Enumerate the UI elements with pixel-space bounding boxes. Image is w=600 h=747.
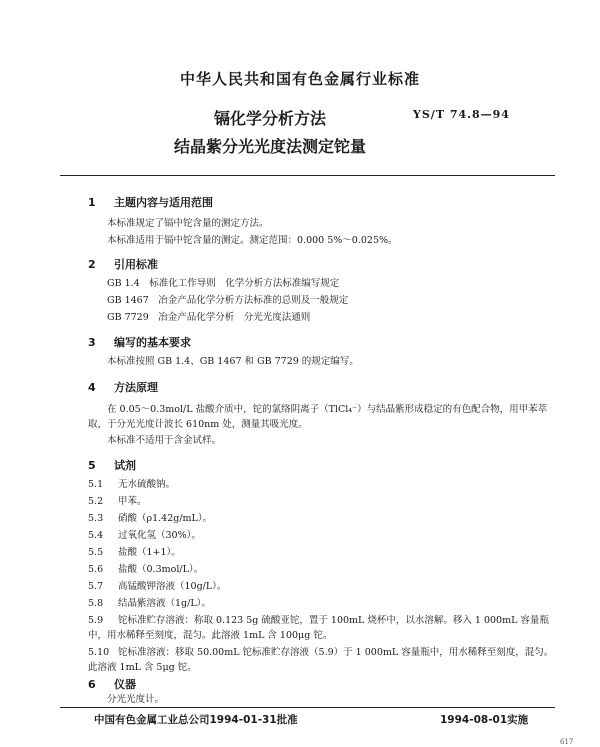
- item-text: 铊标准溶液：移取 50.00mL 铊标准贮存溶液（5.9）于 1 000mL 容量瓶中，用水稀释至刻度，混匀。此溶液 1mL 含 5μg 铊。: [88, 647, 554, 673]
- item-number: 5.4: [88, 530, 104, 541]
- reference-item: GB 1.4 标准化工作导则 化学分析方法标准编写规定: [107, 278, 340, 289]
- section-title: 仪器: [114, 678, 136, 691]
- item-number: 5.2: [88, 496, 104, 507]
- section-6-heading: [88, 676, 136, 692]
- section-3-heading: [88, 334, 191, 350]
- effective-date: 1994-08-01实施: [440, 714, 529, 726]
- reagent-item: [88, 562, 203, 577]
- item-text: 过氧化氢（30%）。: [118, 530, 201, 541]
- section-4-heading: [88, 379, 158, 395]
- section-title: 编写的基本要求: [114, 336, 191, 349]
- document-title: 镉化学分析方法: [213, 109, 326, 128]
- section-number: 5: [88, 459, 96, 472]
- footer-divider: [60, 707, 555, 708]
- standard-number: YS/T 74.8—94: [413, 108, 510, 121]
- item-text: 硝酸（ρ1.42g/mL）。: [118, 513, 213, 524]
- approval-line: 中国有色金属工业总公司1994-01-31批准: [94, 714, 298, 726]
- reference-item: GB 1467 冶金产品化学分析方法标准的总则及一般规定: [107, 295, 349, 306]
- item-number: 5.7: [88, 581, 104, 592]
- item-text: 结晶紫溶液（1g/L）。: [118, 598, 211, 609]
- item-number: 5.8: [88, 598, 104, 609]
- section-title: 方法原理: [114, 381, 158, 394]
- item-number: 5.6: [88, 564, 104, 575]
- paragraph: 在 0.05～0.3mol/L 盐酸介质中，铊的氯络阴离子（TlCl₄⁻）与结晶紫形成稳定的有色配合物，用甲苯萃取，于分光光度计波长 610nm 处，测量其吸光度。: [88, 404, 548, 430]
- section-number: 2: [88, 258, 96, 271]
- paragraph: 本标准适用于镉中铊含量的测定。测定范围：0.000 5%～0.025%。: [107, 235, 398, 246]
- item-number: 5.3: [88, 513, 104, 524]
- section-number: 1: [88, 196, 96, 209]
- item-text: 铊标准贮存溶液：称取 0.123 5g 硫酸亚铊，置于 100mL 烧杯中，以水溶解。移入 1 000mL 容量瓶中，用水稀释至刻度，混匀。此溶液 1mL 含 100μg 铊。: [88, 615, 549, 641]
- item-text: 高锰酸钾溶液（10g/L）。: [118, 581, 227, 592]
- section-2-heading: [88, 256, 158, 272]
- section-title: 引用标准: [114, 258, 158, 271]
- page-number: 617: [560, 738, 574, 746]
- item-text: 无水硫酸钠。: [118, 479, 176, 490]
- item-text: 盐酸（0.3mol/L）。: [118, 564, 204, 575]
- reagent-item: [88, 645, 555, 675]
- reagent-item: [88, 511, 212, 526]
- reagent-item: [88, 596, 211, 611]
- section-title: 试剂: [114, 459, 136, 472]
- section-number: 3: [88, 336, 96, 349]
- paragraph: 分光光度计。: [107, 694, 165, 705]
- reference-item: GB 7729 冶金产品化学分析 分光光度法通则: [107, 312, 311, 323]
- issuing-organization: 中华人民共和国有色金属行业标准: [179, 70, 420, 88]
- item-text: 甲苯。: [118, 496, 147, 507]
- reagent-item: [88, 545, 181, 560]
- section-title: 主题内容与适用范围: [114, 196, 213, 209]
- reagent-item: [88, 613, 555, 643]
- paragraph: 本标准不适用于含金试样。: [107, 435, 222, 446]
- reagent-item: [88, 579, 226, 594]
- header-divider: [60, 175, 555, 176]
- paragraph: 本标准规定了镉中铊含量的测定方法。: [107, 218, 269, 229]
- section-1-heading: [88, 194, 213, 210]
- section-number: 4: [88, 381, 96, 394]
- reagent-item: [88, 528, 201, 543]
- item-number: 5.5: [88, 547, 104, 558]
- reagent-item: [88, 477, 175, 492]
- item-number: 5.1: [88, 479, 104, 490]
- document-subtitle: 结晶紫分光光度法测定铊量: [173, 137, 366, 156]
- section-number: 6: [88, 678, 96, 691]
- section-5-heading: [88, 457, 136, 473]
- item-text: 盐酸（1+1）。: [118, 547, 181, 558]
- paragraph: 本标准按照 GB 1.4、GB 1467 和 GB 7729 的规定编写。: [107, 356, 359, 367]
- item-number: 5.10: [88, 647, 110, 658]
- reagent-item: [88, 494, 147, 509]
- item-number: 5.9: [88, 615, 104, 626]
